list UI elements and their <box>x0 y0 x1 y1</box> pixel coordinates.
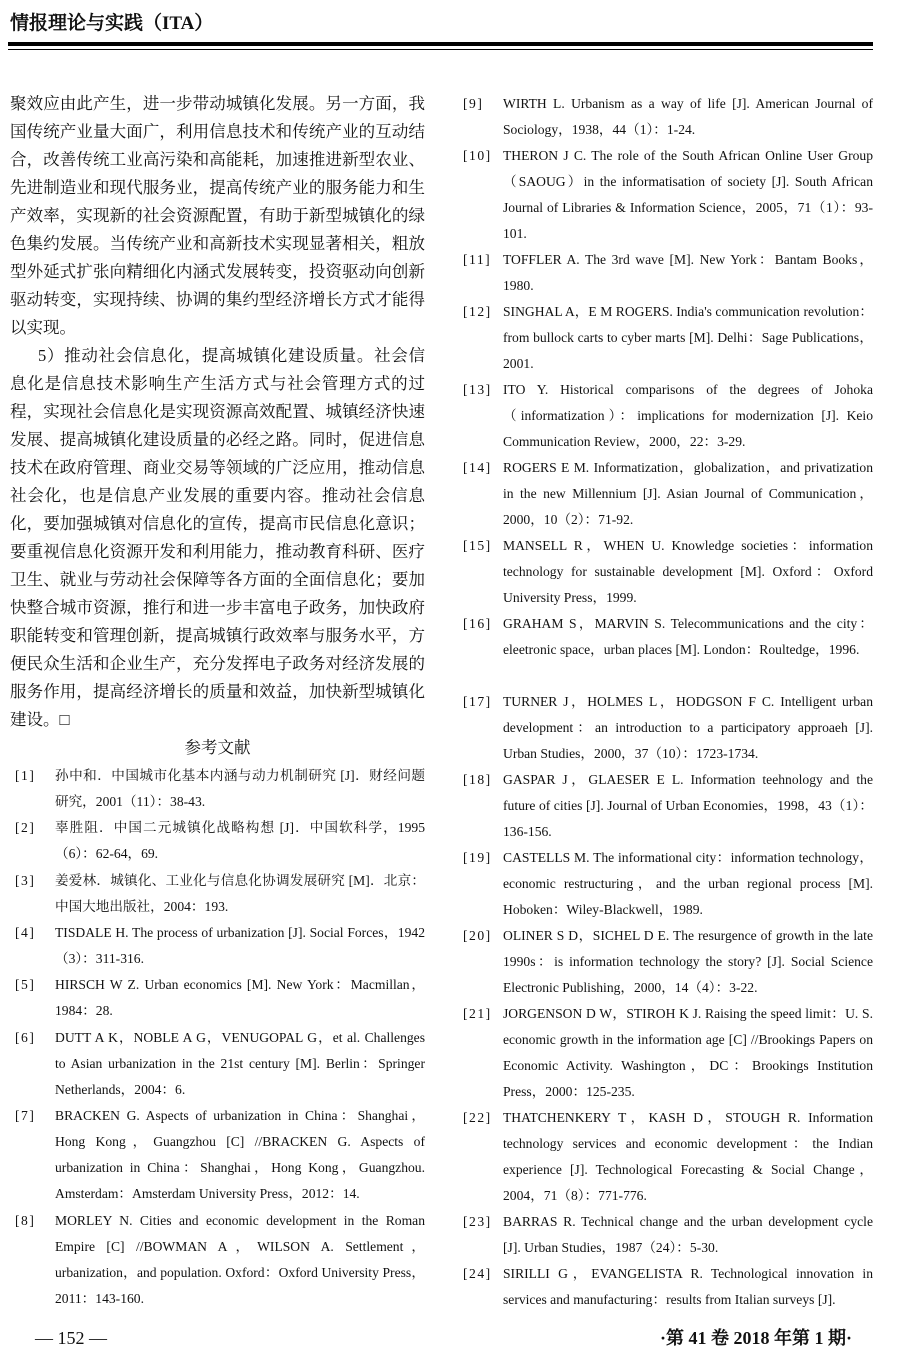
reference-item <box>10 1208 425 1312</box>
reference-text: ROGERS E M. Informatization，globalization，and privatization in the new Millennium [J]. Asian Journal of Communication，2000，10（2）：71-92. <box>503 460 873 527</box>
reference-item <box>458 1001 873 1105</box>
reference-item <box>458 1209 873 1261</box>
reference-item <box>458 767 873 845</box>
reference-item <box>10 868 425 920</box>
reference-item <box>458 91 873 143</box>
reference-text: SINGHAL A，E M ROGERS. India's communication revolution：from bullock carts to cyber marts [M]. Delhi：Sage Publications，2001. <box>503 304 873 371</box>
reference-number: [10] <box>463 148 492 163</box>
reference-item <box>10 1103 425 1207</box>
reference-text: OLINER S D，SICHEL D E. The resurgence of growth in the late 1990s：is information technology the story? [J]. Social Science Electronic Publishing，2000，14（4）：3-22. <box>503 928 873 995</box>
references-heading: 参考文献 <box>184 738 251 757</box>
reference-item <box>458 455 873 533</box>
right-column <box>458 0 873 1320</box>
reference-text: CASTELLS M. The informational city：information technology，economic restructuring，and the urban regional process [M]. Hoboken：Wiley-Blackwell，1989. <box>503 850 873 917</box>
reference-item <box>10 763 425 815</box>
reference-number: [21] <box>463 1006 492 1021</box>
reference-text: GRAHAM S，MARVIN S. Telecommunications and the city：eleetronic space，urban places [M]. London：Roultedge，1996. <box>503 616 873 657</box>
reference-number: [24] <box>463 1266 492 1281</box>
reference-text: 姜爱林．城镇化、工业化与信息化协调发展研究 [M]．北京：中国大地出版社，2004：193. <box>55 873 425 914</box>
issue-info: ·第 41 卷 2018 年第 1 期· <box>659 1328 852 1348</box>
reference-text: JORGENSON D W，STIROH K J. Raising the speed limit：U. S. economic growth in the information age [C] //Brookings Papers on Economic Activity. Washington，DC：Brookings Institution Press，2000：125-235. <box>503 1006 873 1099</box>
reference-number: [11] <box>463 252 492 267</box>
reference-item <box>458 533 873 611</box>
reference-text: BRACKEN G. Aspects of urbanization in China：Shanghai，Hong Kong，Guangzhou [C] //BRACKEN G. Aspects of urbanization in China：Shanghai，Hong Kong，Guangzhou. Amsterdam：Amsterdam University Press，2012：14. <box>55 1108 425 1201</box>
reference-text: SIRILLI G，EVANGELISTA R. Technological innovation in services and manufacturing：results from Italian surveys [J]. <box>503 1266 873 1307</box>
reference-text: 孙中和．中国城市化基本内涵与动力机制研究 [J]．财经问题研究，2001（11）：38-43. <box>55 768 425 809</box>
reference-text: ITO Y. Historical comparisons of the degrees of Johoka（informatization）：implications for modernization [J]. Keio Communication Review，2000，22：3-29. <box>503 382 873 449</box>
reference-number: [19] <box>463 850 492 865</box>
journal-title: 情报理论与实践（ITA） <box>10 13 214 34</box>
reference-item <box>458 689 873 767</box>
reference-item <box>458 923 873 1001</box>
reference-item <box>10 920 425 972</box>
reference-item <box>458 611 873 663</box>
reference-text: TISDALE H. The process of urbanization [J]. Social Forces，1942（3）：311-316. <box>55 925 425 966</box>
reference-item <box>10 972 425 1024</box>
reference-text: TOFFLER A. The 3rd wave [M]. New York：Bantam Books，1980. <box>503 252 873 293</box>
reference-text: TURNER J，HOLMES L，HODGSON F C. Intelligent urban development：an introduction to a participatory approaeh [J]. Urban Studies，2000，37（10）：1723-1734. <box>503 694 873 761</box>
left-column <box>10 0 425 1320</box>
body-paragraph: 5）推动社会信息化，提高城镇化建设质量。社会信息化是信息技术影响生产生活方式与社会管理方式的过程，实现社会信息化是实现资源高效配置、城镇经济快速发展、提高城镇化建设质量的必经之路。同时，促进信息技术在政府管理、商业交易等领域的广泛应用，推动信息社会化，也是信息产业发展的重要内容。推动社会信息化，要加强城镇对信息化的宣传，提高市民信息化意识；要重视信息化资源开发和利用能力，推动教育科研、医疗卫生、就业与劳动社会保障等各方面的全面信息化；要加快整合城市资源，推行和进一步丰富电子政务，加快政府职能转变和管理创新，提高城镇行政效率与服务水平，方便民众生活和企业生产，充分发挥电子政务对经济发展的服务作用，提高经济增长的质量和效益，加快新型城镇化建设。□ <box>10 346 425 729</box>
reference-number: [1] <box>15 768 36 783</box>
reference-text: MANSELL R，WHEN U. Knowledge societies：information technology for sustainable development [M]. Oxford：Oxford University Press，1999. <box>503 538 873 605</box>
reference-text: MORLEY N. Cities and economic development in the Roman Empire [C] //BOWMAN A，WILSON A. Settlement，urbanization，and population. Oxford：Oxford University Press，2011：143-160. <box>55 1213 425 1306</box>
reference-number: [20] <box>463 928 492 943</box>
reference-item <box>458 247 873 299</box>
reference-number: [22] <box>463 1110 492 1125</box>
reference-text: 辜胜阻．中国二元城镇化战略构想 [J]．中国软科学，1995（6）：62-64，69. <box>55 820 425 861</box>
reference-item <box>458 1105 873 1209</box>
reference-item <box>10 1025 425 1103</box>
reference-number: [7] <box>15 1108 36 1123</box>
reference-number: [13] <box>463 382 492 397</box>
reference-number: [23] <box>463 1214 492 1229</box>
reference-number: [18] <box>463 772 492 787</box>
reference-number: [8] <box>15 1213 36 1228</box>
reference-item <box>458 1261 873 1313</box>
reference-text: THERON J C. The role of the South African Online User Group（SAOUG）in the informatisation of society [J]. South African Journal of Libraries & Information Science，2005，71（1）：93-101. <box>503 148 873 241</box>
reference-text: THATCHENKERY T，KASH D，STOUGH R. Information technology services and economic development：the Indian experience [J]. Technological Forecasting & Social Change，2004，71（8）：771-776. <box>503 1110 873 1203</box>
reference-number: [4] <box>15 925 36 940</box>
reference-text: GASPAR J，GLAESER E L. Information teehnology and the future of cities [J]. Journal of Urban Economies，1998，43（1）：136-156. <box>503 772 873 839</box>
reference-number: [14] <box>463 460 492 475</box>
page-number: — 152 — <box>35 1328 107 1348</box>
reference-item <box>458 299 873 377</box>
reference-number: [3] <box>15 873 36 888</box>
reference-text: HIRSCH W Z. Urban economics [M]. New York：Macmillan，1984：28. <box>55 977 425 1018</box>
reference-number: [5] <box>15 977 36 992</box>
body-paragraph: 聚效应由此产生，进一步带动城镇化发展。另一方面，我国传统产业量大面广，利用信息技术和传统产业的互动结合，改善传统工业高污染和高能耗，加速推进新型农业、先进制造业和现代服务业，提高传统产业的服务能力和生产效率，实现新的社会资源配置，有助于新型城镇化的绿色集约发展。当传统产业和高新技术实现显著相关，粗放型外延式扩张向精细化内涵式发展转变，投资驱动向创新驱动转变，实现持续、协调的集约型经济增长方式才能得以实现。 <box>10 94 425 337</box>
reference-item <box>458 143 873 247</box>
reference-text: WIRTH L. Urbanism as a way of life [J]. American Journal of Sociology，1938，44（1）：1-24. <box>503 96 873 137</box>
reference-item <box>458 377 873 455</box>
reference-number: [16] <box>463 616 492 631</box>
reference-number: [9] <box>463 96 484 111</box>
reference-number: [2] <box>15 820 36 835</box>
reference-number: [6] <box>15 1030 36 1045</box>
reference-number: [17] <box>463 694 492 709</box>
reference-number: [15] <box>463 538 492 553</box>
reference-text: DUTT A K，NOBLE A G，VENUGOPAL G，et al. Challenges to Asian urbanization in the 21st century [M]. Berlin：Springer Netherlands，2004：6. <box>55 1030 425 1097</box>
reference-text: BARRAS R. Technical change and the urban development cycle [J]. Urban Studies，1987（24）：5-30. <box>503 1214 873 1255</box>
reference-item <box>458 845 873 923</box>
reference-item <box>10 815 425 867</box>
reference-number: [12] <box>463 304 492 319</box>
